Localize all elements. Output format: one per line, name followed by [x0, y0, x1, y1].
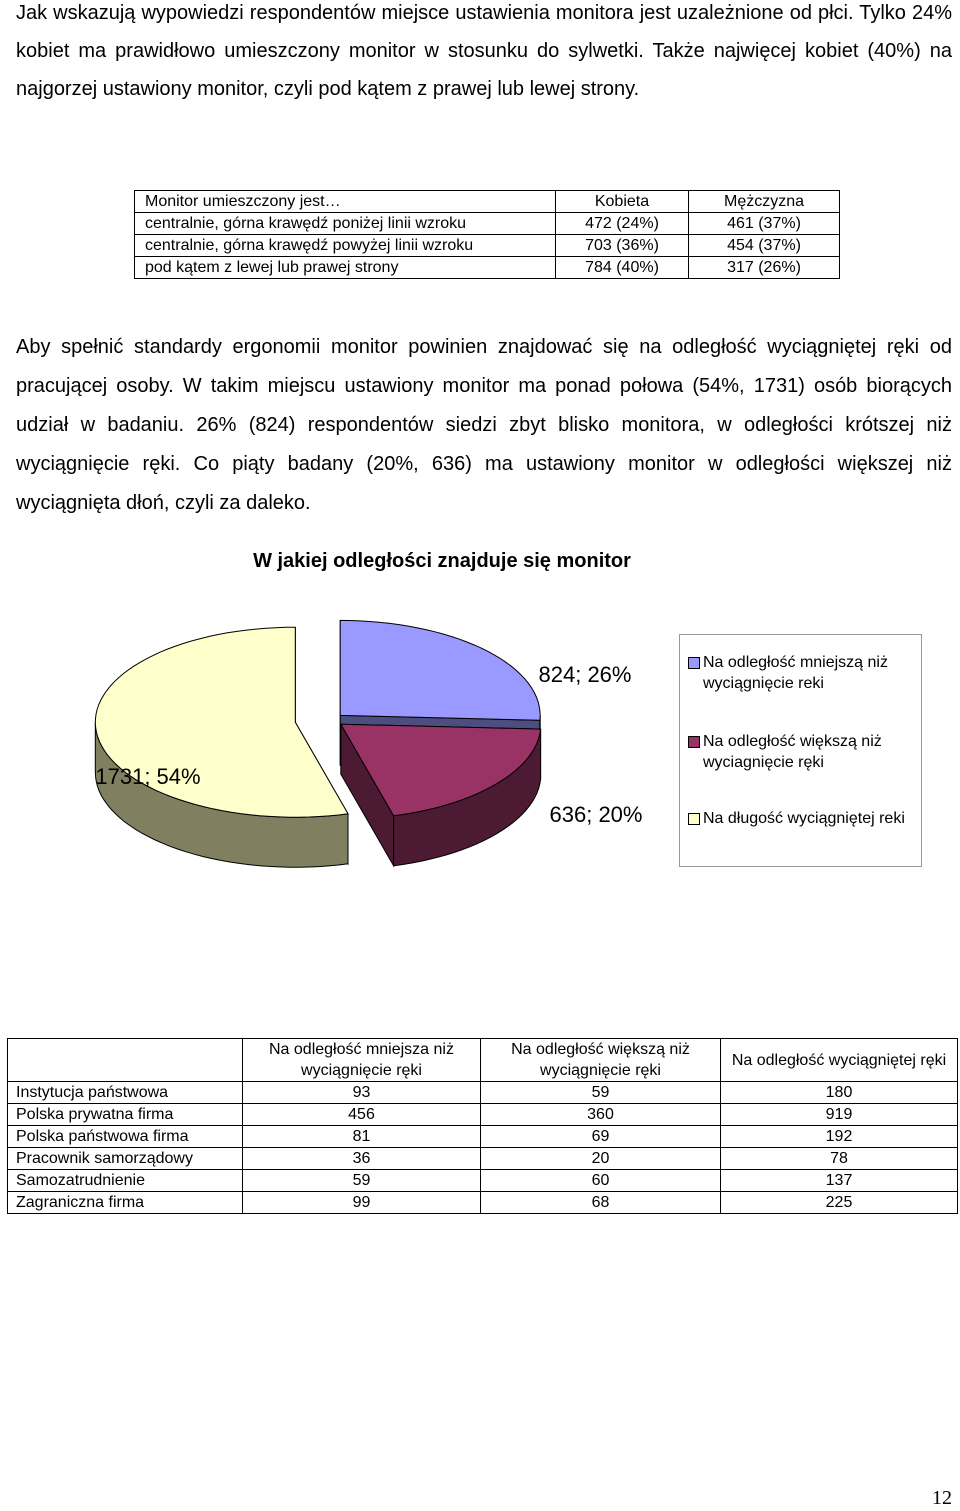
table-cell: 472 (24%)	[556, 213, 689, 235]
table-cell: Pracownik samorządowy	[8, 1148, 243, 1170]
table-cell: 60	[481, 1170, 721, 1192]
table-cell: 78	[721, 1148, 958, 1170]
table-row	[135, 257, 840, 279]
table-header-cell: Na odległość mniejsza niż wyciągnięcie ręki	[243, 1039, 481, 1082]
table-cell: 81	[243, 1126, 481, 1148]
table-header-row	[8, 1039, 958, 1082]
pie-slice	[340, 620, 540, 720]
table-cell: 68	[481, 1192, 721, 1214]
table-row	[8, 1148, 958, 1170]
table-cell: 461 (37%)	[689, 213, 840, 235]
table-header-cell	[8, 1039, 243, 1082]
table-cell: 919	[721, 1104, 958, 1126]
table-cell: Samozatrudnienie	[8, 1170, 243, 1192]
table-cell: centralnie, górna krawędź poniżej linii wzroku	[135, 213, 556, 235]
table-row	[8, 1192, 958, 1214]
table-cell: 225	[721, 1192, 958, 1214]
table-header-cell: Na odległość wyciągniętej ręki	[721, 1039, 958, 1082]
table-cell: 137	[721, 1170, 958, 1192]
table-row	[135, 235, 840, 257]
table-row	[8, 1126, 958, 1148]
table-header-cell: Na odległość większą niż wyciągnięcie ręki	[481, 1039, 721, 1082]
table-cell: Polska prywatna firma	[8, 1104, 243, 1126]
table-cell: 360	[481, 1104, 721, 1126]
pie-data-label: 1731; 54%	[95, 764, 201, 789]
legend-swatch	[688, 736, 700, 748]
pie-data-label: 636; 20%	[549, 802, 643, 827]
table-header-row	[135, 191, 840, 213]
legend-swatch	[688, 657, 700, 669]
table-cell: 454 (37%)	[689, 235, 840, 257]
monitor-position-by-gender-table	[134, 190, 840, 279]
legend-label: Na odległość mniejszą niż wyciągnięcie reki	[703, 654, 888, 692]
table-header-cell: Mężczyzna	[689, 191, 840, 213]
legend-swatch	[688, 813, 700, 825]
table-cell: Polska państwowa firma	[8, 1126, 243, 1148]
table-row	[8, 1082, 958, 1104]
legend-label: Na odległość większą niż wyciagnięcie ręki	[703, 733, 882, 771]
table-cell: 192	[721, 1126, 958, 1148]
page-number: 12	[932, 1487, 952, 1509]
table-cell: Instytucja państwowa	[8, 1082, 243, 1104]
table-cell: 69	[481, 1126, 721, 1148]
table-cell: 36	[243, 1148, 481, 1170]
table-cell: 99	[243, 1192, 481, 1214]
table-cell: centralnie, górna krawędź powyżej linii wzroku	[135, 235, 556, 257]
table-cell: 180	[721, 1082, 958, 1104]
table-cell: pod kątem z lewej lub prawej strony	[135, 257, 556, 279]
table-header-cell: Monitor umieszczony jest…	[135, 191, 556, 213]
table-cell: Zagraniczna firma	[8, 1192, 243, 1214]
chart-legend	[679, 634, 922, 867]
table-cell: 59	[481, 1082, 721, 1104]
table-cell: 456	[243, 1104, 481, 1126]
table-row	[135, 213, 840, 235]
pie-data-label: 824; 26%	[538, 662, 632, 687]
chart-title: W jakiej odległości znajduje się monitor	[253, 550, 631, 572]
table-cell: 20	[481, 1148, 721, 1170]
table-header-cell: Kobieta	[556, 191, 689, 213]
legend-label: Na długość wyciągniętej reki	[703, 810, 905, 827]
ergonomics-paragraph: Aby spełnić standardy ergonomii monitor powinien znajdować się na odległość wyciągniętej ręki od pracującej osoby. W takim miejscu ustawiony monitor ma ponad połowa (54%, 1731) osób biorących udział w badaniu. 26% (824) respondentów siedzi zbyt blisko monitora, w odległości krótszej niż wyciągnięcie ręki. Co piąty badany (20%, 636) ma ustawiony monitor w odległości większej niż wyciągnięta dłoń, czyli za daleko.	[16, 336, 952, 514]
table-row	[8, 1170, 958, 1192]
table-cell: 59	[243, 1170, 481, 1192]
table-cell: 703 (36%)	[556, 235, 689, 257]
table-cell: 784 (40%)	[556, 257, 689, 279]
distance-by-employer-table	[7, 1038, 958, 1214]
table-cell: 93	[243, 1082, 481, 1104]
intro-paragraph: Jak wskazują wypowiedzi respondentów miejsce ustawienia monitora jest uzależnione od płci. Tylko 24% kobiet ma prawidłowo umieszczony monitor w stosunku do sylwetki. Także najwięcej kobiet (40%) na najgorzej ustawiony monitor, czyli pod kątem z prawej lub lewej strony.	[16, 2, 952, 100]
table-cell: 317 (26%)	[689, 257, 840, 279]
table-row	[8, 1104, 958, 1126]
